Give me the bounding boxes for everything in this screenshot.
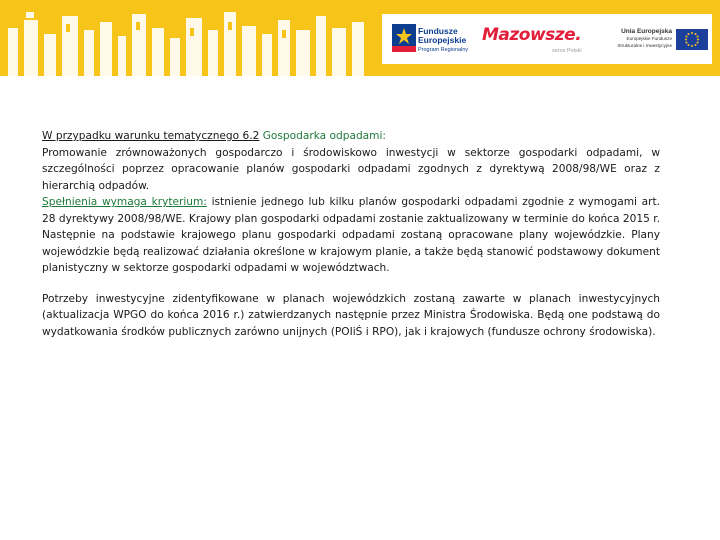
eu-title: Unia Europejska — [621, 28, 672, 35]
fundusze-europejskie-logo — [388, 14, 472, 64]
fundusze-subtitle: Program Regionalny — [418, 47, 469, 53]
requirement-label: Spełnienia wymaga kryterium: — [42, 196, 207, 208]
heading-suffix: Gospodarka odpadami: — [259, 130, 386, 142]
eu-flag-icon — [676, 29, 708, 50]
document-body — [42, 128, 660, 340]
unia-europejska-logo — [612, 14, 710, 64]
fundusze-line1: Fundusze — [418, 26, 458, 36]
paragraph-1: Promowanie zrównoważonych gospodarczo i środowiskowo inwestycji w sektorze gospodarki odpadami, w szczególności poprzez opracowanie planów gospodarki odpadami zgodnych z dyrektywą 2008/98/WE oraz z hierarchią odpadów. — [42, 146, 660, 192]
requirement-text: istnienie jednego lub kilku planów gospodarki odpadami zgodnie z wymogami art. 28 dyrektywy 2008/98/WE. Krajowy plan gospodarki odpadami zostanie zaktualizowany w terminie do końca 2015 r. Następnie na podstawie krajowego planu gospodarki odpadami zostaną opracowane plany wojewódzkie. Plany wojewódzkie będą realizować działania określone w krajowym planie, a także będą stanowić podstawowy dokument planistyczny w sektorze gospodarki odpadami w województwach. — [42, 196, 660, 274]
fundusze-star-icon — [392, 24, 416, 52]
mazowsze-logo — [478, 14, 588, 64]
logo-strip — [382, 14, 712, 64]
eu-subtitle-2: Strukturalne i Inwestycyjne — [617, 43, 672, 48]
mazowsze-tagline: serce Polski — [552, 48, 582, 54]
building-pattern-graphic — [0, 0, 380, 76]
mazowsze-wordmark: Mazowsze. — [482, 25, 582, 45]
heading-prefix: W przypadku warunku tematycznego 6.2 — [42, 130, 260, 142]
heading-line — [42, 128, 660, 145]
fundusze-line2: Europejskie — [418, 35, 467, 45]
header-banner — [0, 0, 720, 76]
eu-subtitle-1: Europejskie Fundusze — [626, 36, 672, 41]
paragraph-2: Potrzeby inwestycyjne zidentyfikowane w planach wojewódzkich zostaną zawarte w planach inwestycyjnych (aktualizacja WPGO do końca 2016 r.) zatwierdzanych następnie przez Ministra Środowiska. Będą one podstawą do wydatkowania środków publicznych zarówno unijnych (POIiŚ i RPO), jak i krajowych (fundusze ochrony środowiska). — [42, 292, 660, 338]
requirement-paragraph — [42, 194, 660, 277]
